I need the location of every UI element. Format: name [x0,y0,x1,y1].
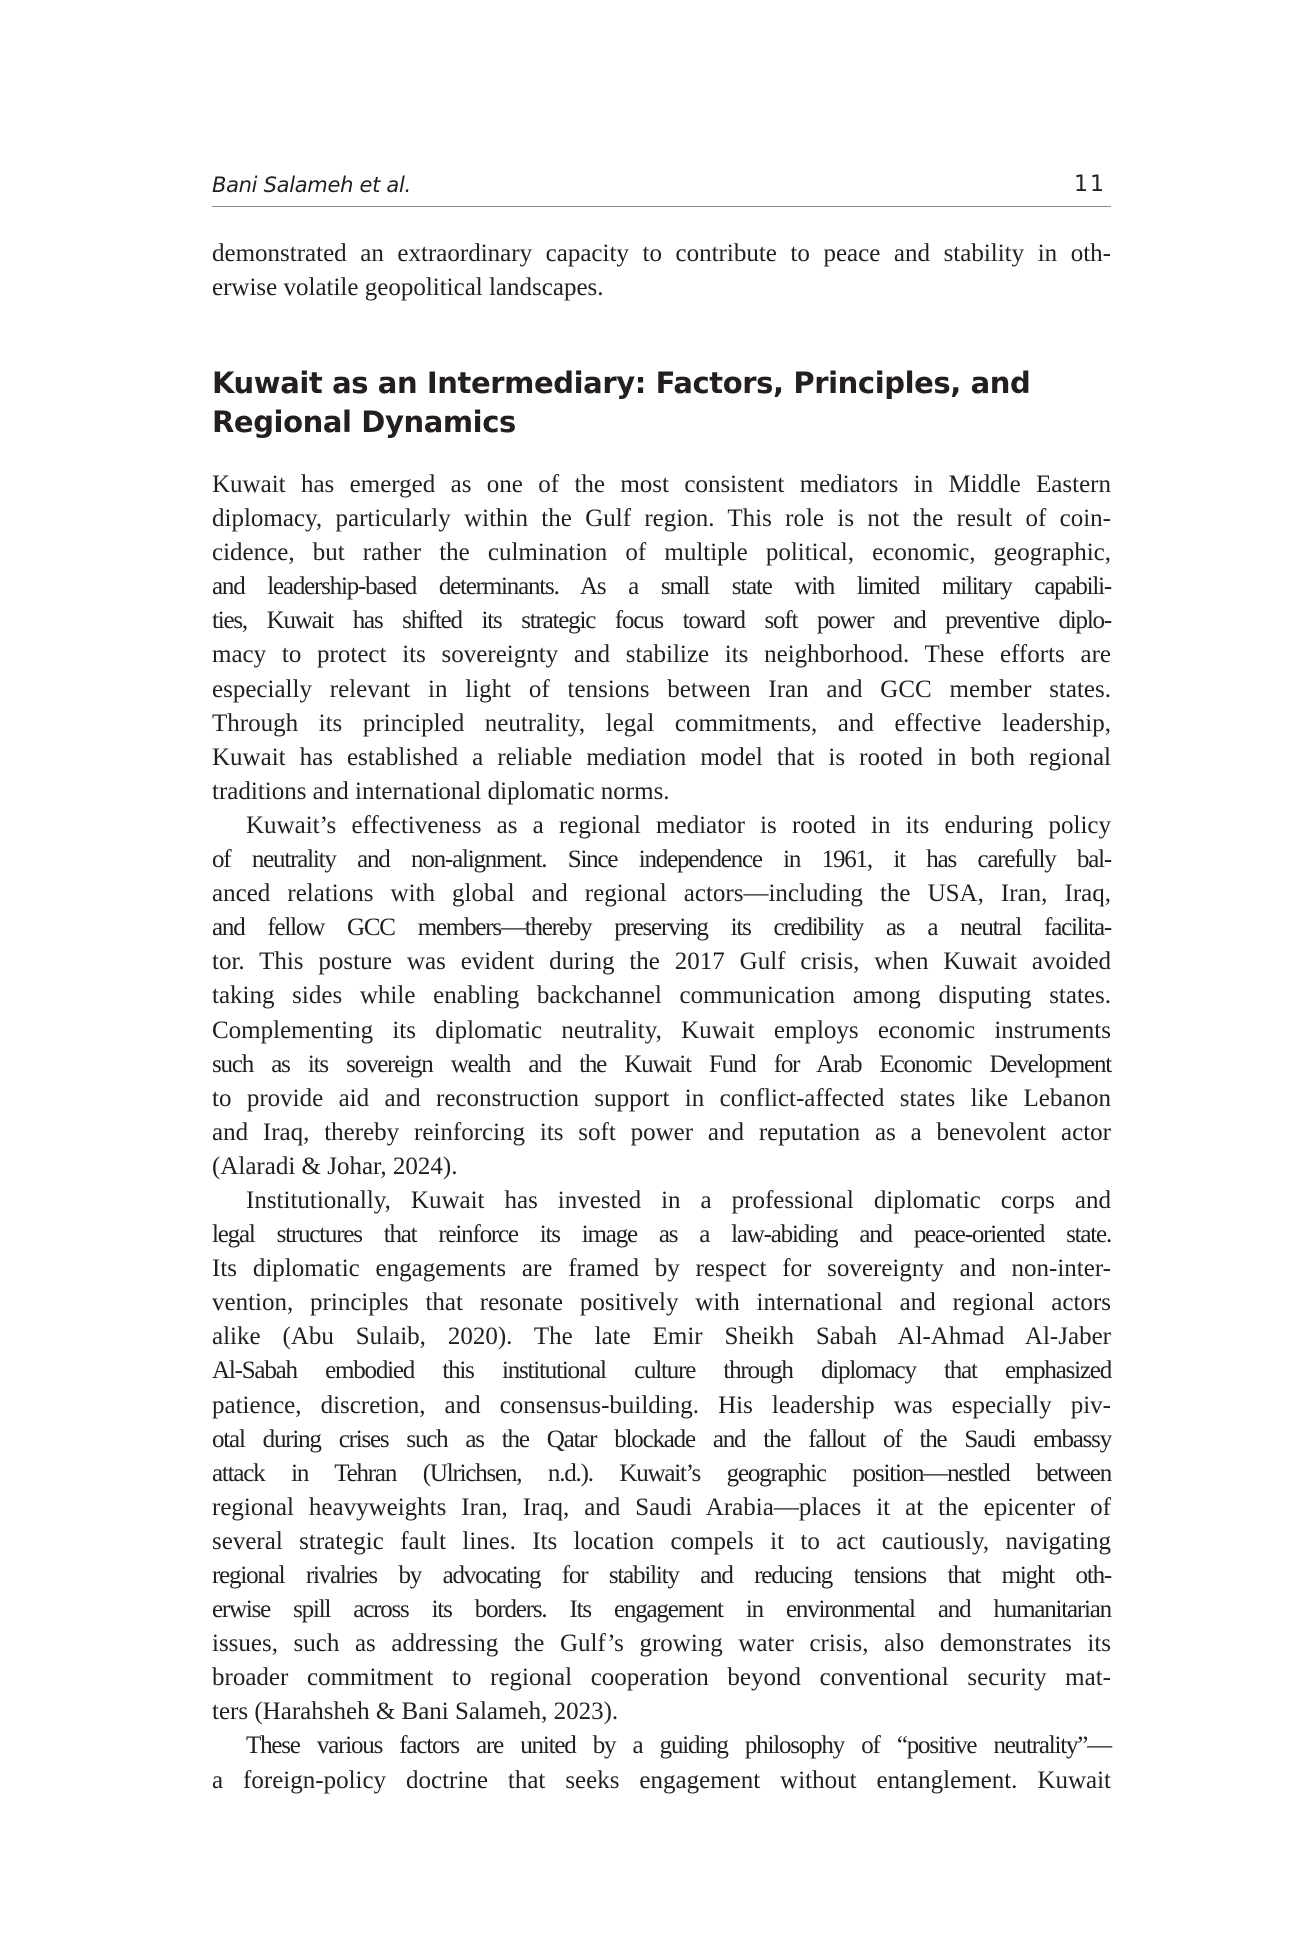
text-line: attack in Tehran (Ulrichsen, n.d.). Kuwait’s geographic position—nestled between [212,1459,1111,1487]
text-line: tor. This posture was evident during the 2017 Gulf crisis, when Kuwait avoided [212,948,1111,976]
opening-paragraph [212,237,1111,305]
text-line: especially relevant in light of tensions between Iran and GCC member states. [212,675,1111,703]
text-line: a foreign-policy doctrine that seeks engagement without entanglement. Kuwait [212,1766,1111,1794]
text-line: traditions and international diplomatic norms. [212,777,670,805]
text-line: erwise volatile geopolitical landscapes. [212,274,604,302]
heading-line: Kuwait as an Intermediary: Factors, Principles, and [212,366,1031,400]
text-line: taking sides while enabling backchannel communication among disputing states. [212,982,1111,1010]
text-line: cidence, but rather the culmination of multiple political, economic, geographic, [212,539,1111,567]
text-line: diplomacy, particularly within the Gulf region. This role is not the result of coin- [212,505,1111,533]
text-line: Kuwait’s effectiveness as a regional mediator is rooted in its enduring policy [246,811,1111,839]
paragraph-4 [212,1729,1111,1797]
text-line: otal during crises such as the Qatar blockade and the fallout of the Saudi embassy [212,1425,1111,1453]
paragraph-3 [212,1184,1111,1730]
text-line: alike (Abu Sulaib, 2020). The late Emir Sheikh Sabah Al-Ahmad Al-Jaber [212,1323,1111,1351]
paragraph-1 [212,468,1111,809]
text-line: erwise spill across its borders. Its engagement in environmental and humanitarian [212,1596,1111,1624]
page-number: 11 [1074,172,1106,197]
text-line: to provide aid and reconstruction support in conflict-affected states like Lebanon [212,1084,1111,1112]
text-line: broader commitment to regional cooperation beyond conventional security mat- [212,1664,1111,1692]
text-line: regional heavyweights Iran, Iraq, and Saudi Arabia—places it at the epicenter of [212,1493,1111,1521]
text-line: and Iraq, thereby reinforcing its soft power and reputation as a benevolent actor [212,1118,1111,1146]
text-line: Through its principled neutrality, legal commitments, and effective leadership, [212,709,1111,737]
paragraph-2 [212,809,1111,1184]
text-line: These various factors are united by a guiding philosophy of “positive neutrality”— [246,1732,1111,1760]
text-line: vention, principles that resonate positively with international and regional actors [212,1289,1111,1317]
text-line: several strategic fault lines. Its location compels it to act cautiously, navigating [212,1527,1111,1555]
text-line: and leadership-based determinants. As a small state with limited military capabili- [212,573,1111,601]
text-line: of neutrality and non-alignment. Since independence in 1961, it has carefully bal- [212,846,1111,874]
text-line: Its diplomatic engagements are framed by respect for sovereignty and non-inter- [212,1255,1111,1283]
text-line: such as its sovereign wealth and the Kuwait Fund for Arab Economic Development [212,1050,1111,1078]
text-line: regional rivalries by advocating for stability and reducing tensions that might oth- [212,1562,1111,1589]
text-line: Complementing its diplomatic neutrality, Kuwait employs economic instruments [212,1016,1111,1044]
text-line: (Alaradi & Johar, 2024). [212,1152,458,1180]
text-line: macy to protect its sovereignty and stabilize its neighborhood. These efforts are [212,641,1111,669]
heading-line: Regional Dynamics [212,405,516,439]
section-heading [212,364,1111,442]
text-line: patience, discretion, and consensus-building. His leadership was especially piv- [212,1391,1111,1419]
text-line: legal structures that reinforce its image as a law-abiding and peace-oriented state. [212,1221,1111,1249]
section-body [212,468,1111,1798]
text-line: Kuwait has established a reliable mediation model that is rooted in both regional [212,743,1111,771]
text-line: Al-Sabah embodied this institutional culture through diplomacy that emphasized [212,1357,1111,1385]
text-line: demonstrated an extraordinary capacity to contribute to peace and stability in oth- [212,240,1111,267]
text-line: and fellow GCC members—thereby preserving its credibility as a neutral facilita- [212,914,1111,942]
text-line: anced relations with global and regional actors—including the USA, Iran, Iraq, [212,880,1111,908]
text-line: ties, Kuwait has shifted its strategic focus toward soft power and preventive diplo- [212,607,1111,635]
text-line: ters (Harahsheh & Bani Salameh, 2023). [212,1698,619,1726]
text-line: Institutionally, Kuwait has invested in a professional diplomatic corps and [246,1186,1111,1214]
running-header [212,166,1111,207]
running-head-author: Bani Salameh et al. [212,173,411,197]
text-line: issues, such as addressing the Gulf’s growing water crisis, also demonstrates its [212,1630,1111,1658]
text-line: Kuwait has emerged as one of the most consistent mediators in Middle Eastern [212,471,1111,498]
